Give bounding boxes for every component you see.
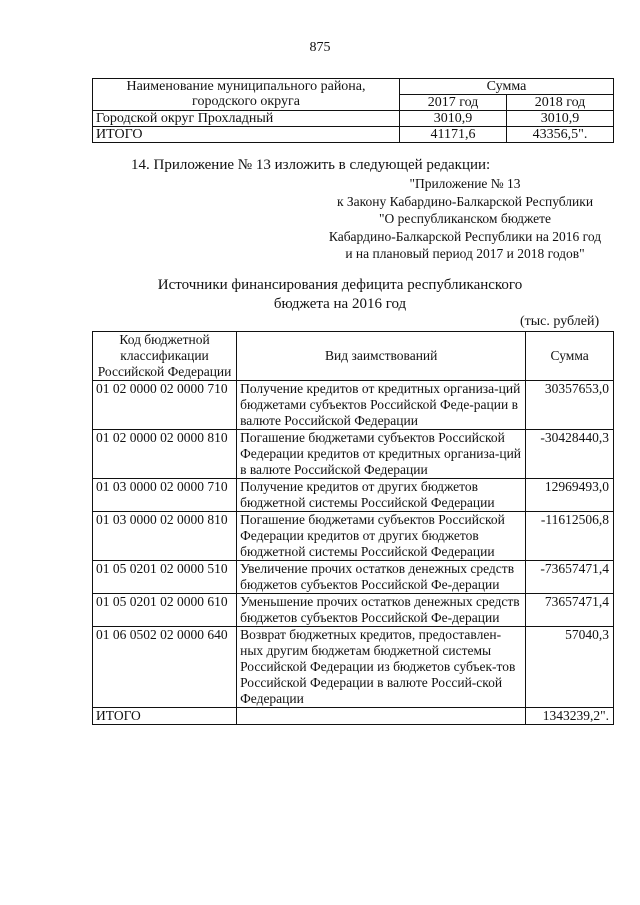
row-code: 01 05 0201 02 0000 610 [93, 594, 237, 627]
row-name: Городской округ Прохладный [93, 111, 400, 127]
units-label: (тыс. рублей) [520, 314, 600, 329]
column-header-2017: 2017 год [400, 95, 507, 111]
row-value-2018: 3010,9 [507, 111, 614, 127]
row-description: Погашение бюджетами субъектов Российской Федерации кредитов от кредитных организа-ций в валюте Российской Федерации [237, 430, 526, 479]
municipal-sum-table [92, 78, 614, 143]
table-row [93, 512, 614, 561]
row-description: Возврат бюджетных кредитов, предоставлен-ных другим бюджетам бюджетной системы Российской Федерации из бюджетов субъек-тов Российской Федерации в валюте Россий-ской Федерации [237, 627, 526, 708]
item-14-text: 14. Приложение № 13 изложить в следующей редакции: [131, 157, 491, 173]
row-value-2018: 43356,5". [507, 127, 614, 143]
row-sum: 73657471,4 [526, 594, 614, 627]
appendix-line-5: и на плановый период 2017 и 2018 годов" [345, 246, 585, 261]
row-code: 01 05 0201 02 0000 510 [93, 561, 237, 594]
total-label: ИТОГО [93, 708, 237, 725]
row-code: 01 06 0502 02 0000 640 [93, 627, 237, 708]
row-sum: -73657471,4 [526, 561, 614, 594]
table-row [93, 479, 614, 512]
row-code: 01 03 0000 02 0000 810 [93, 512, 237, 561]
row-name: ИТОГО [93, 127, 400, 143]
appendix-line-3: "О республиканском бюджете [378, 211, 551, 226]
appendix-line-1: "Приложение № 13 [409, 176, 521, 191]
financing-sources-table [92, 331, 614, 725]
row-sum: -30428440,3 [526, 430, 614, 479]
total-sum: 1343239,2". [526, 708, 614, 725]
column-header-2018: 2018 год [507, 95, 614, 111]
document-title [140, 276, 540, 314]
table-row [93, 561, 614, 594]
row-sum: 30357653,0 [526, 381, 614, 430]
table-header-row [93, 332, 614, 381]
title-line-1: Источники финансирования дефицита республиканского [157, 277, 523, 293]
row-value-2017: 3010,9 [400, 111, 507, 127]
row-description: Погашение бюджетами субъектов Российской Федерации кредитов от других бюджетов бюджетной системы Российской Федерации [237, 512, 526, 561]
column-header-sum: Сумма [400, 79, 614, 95]
table-row-total [93, 127, 614, 143]
table-row [93, 594, 614, 627]
total-empty-cell [237, 708, 526, 725]
column-header-description: Вид заимствований [237, 332, 526, 381]
title-line-2: бюджета на 2016 год [273, 296, 407, 312]
table-row [93, 111, 614, 127]
table-row [93, 381, 614, 430]
row-code: 01 03 0000 02 0000 710 [93, 479, 237, 512]
appendix-line-4: Кабардино-Балкарской Республики на 2016 год [328, 228, 602, 244]
page-number: 875 [309, 40, 331, 55]
table-row [93, 627, 614, 708]
row-description: Получение кредитов от кредитных организа-ций бюджетами субъектов Российской Феде-рации в валюте Российской Федерации [237, 381, 526, 430]
row-description: Получение кредитов от других бюджетов бюджетной системы Российской Федерации [237, 479, 526, 512]
row-value-2017: 41171,6 [400, 127, 507, 143]
table-row [93, 430, 614, 479]
row-sum: -11612506,8 [526, 512, 614, 561]
table-row-total [93, 708, 614, 725]
column-header-code: Код бюджетной классификации Российской Федерации [93, 332, 237, 381]
row-code: 01 02 0000 02 0000 710 [93, 381, 237, 430]
appendix-line-2: к Закону Кабардино-Балкарской Республики [336, 193, 594, 209]
row-sum: 57040,3 [526, 627, 614, 708]
appendix-header [320, 175, 610, 263]
row-description: Увеличение прочих остатков денежных средств бюджетов субъектов Российской Фе-дерации [237, 561, 526, 594]
table-header-row [93, 79, 614, 95]
row-description: Уменьшение прочих остатков денежных средств бюджетов субъектов Российской Фе-дерации [237, 594, 526, 627]
column-header-name: Наименование муниципального района, городского округа [93, 79, 400, 111]
row-sum: 12969493,0 [526, 479, 614, 512]
column-header-sum: Сумма [526, 332, 614, 381]
row-code: 01 02 0000 02 0000 810 [93, 430, 237, 479]
